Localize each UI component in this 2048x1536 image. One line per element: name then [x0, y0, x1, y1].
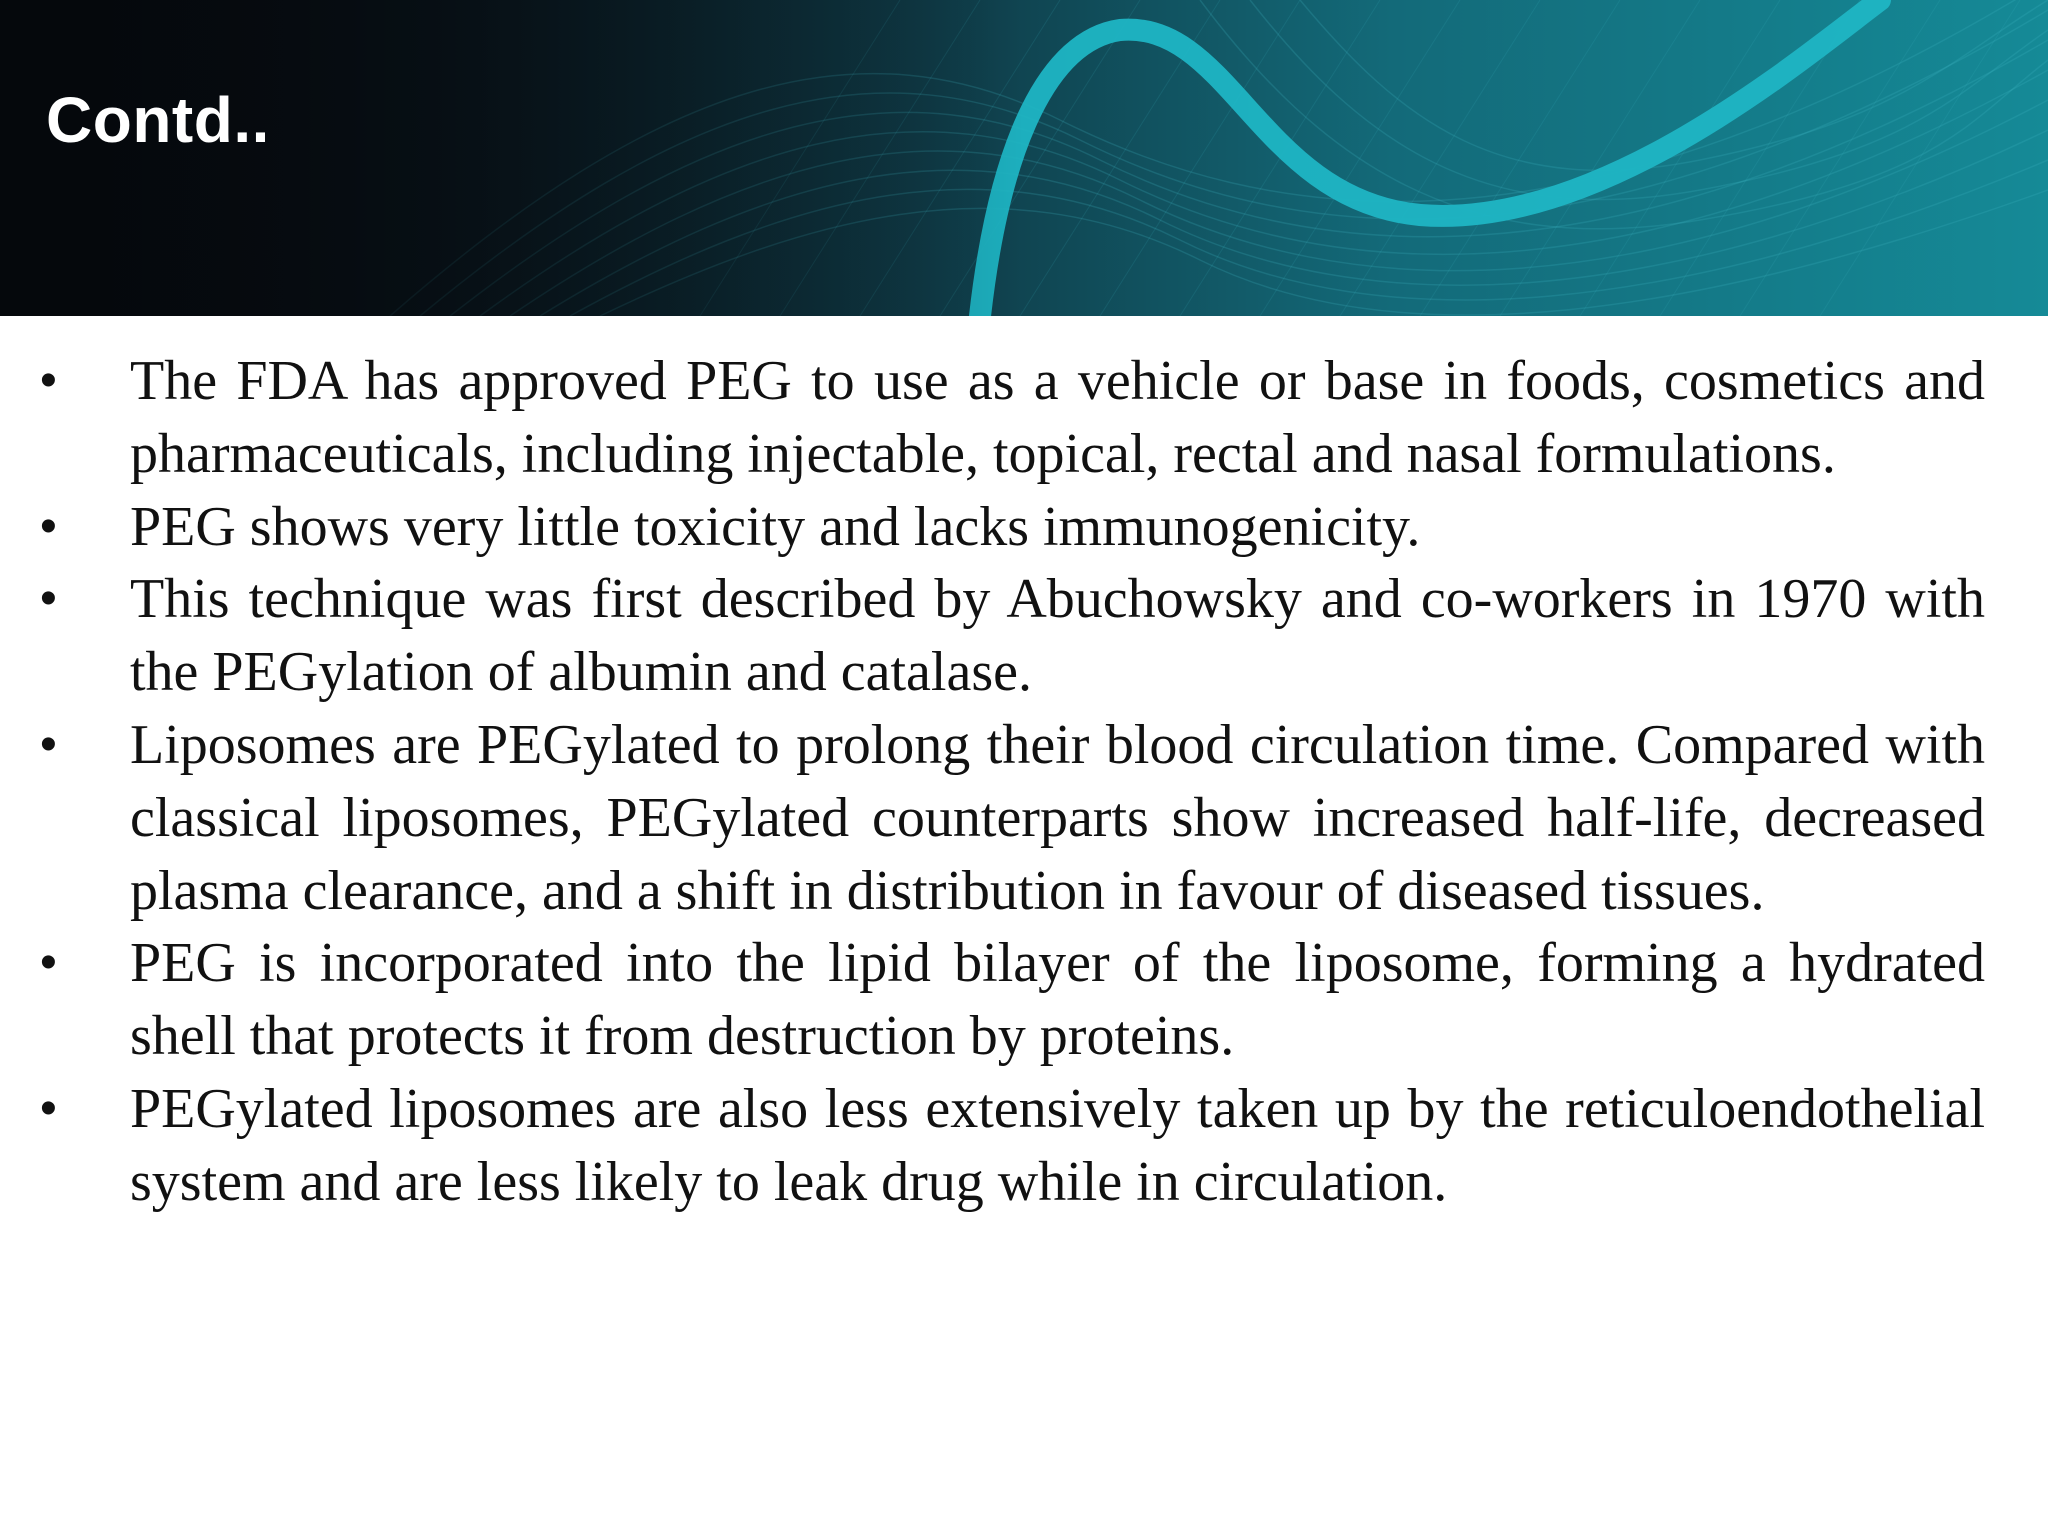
bullet-marker: •: [40, 354, 57, 407]
bullet-item: [0, 1073, 1985, 1219]
bullet-item: [0, 345, 1985, 491]
bullet-item: [0, 491, 1985, 564]
bullet-text: Liposomes are PEGylated to prolong their blood circulation time. Compared with classical liposomes, PEGylated counterparts show increased half-life, decreased plasma clearance, and a shift in distribution in favour of diseased tissues.: [130, 713, 1985, 922]
bullet-marker: •: [40, 1081, 57, 1135]
bullet-marker: •: [40, 936, 57, 990]
bullet-marker: •: [40, 572, 57, 626]
bullet-marker: •: [40, 717, 57, 771]
bullet-list: [0, 345, 2048, 1219]
header-banner: [0, 0, 2048, 316]
bullet-marker: •: [40, 499, 57, 553]
slide-title: Contd..: [46, 84, 270, 156]
bullet-text: PEG is incorporated into the lipid bilayer of the liposome, forming a hydrated shell that protects it from destruction by proteins.: [130, 932, 1985, 1068]
bullet-item: [0, 709, 1985, 927]
bullet-item: [0, 563, 1985, 709]
bullet-text: The FDA has approved PEG to use as a vehicle or base in foods, cosmetics and pharmaceuticals, including injectable, topical, rectal and nasal formulations.: [130, 350, 1985, 485]
bullet-text: PEG shows very little toxicity and lacks immunogenicity.: [130, 495, 1421, 558]
bullet-text: This technique was first described by Abuchowsky and co-workers in 1970 with the PEGylation of albumin and catalase.: [130, 568, 1985, 704]
bullet-text: PEGylated liposomes are also less extensively taken up by the reticuloendothelial system and are less likely to leak drug while in circulation.: [130, 1077, 1985, 1213]
wave-mesh-background: [0, 0, 2048, 316]
bullet-item: [0, 927, 1985, 1073]
